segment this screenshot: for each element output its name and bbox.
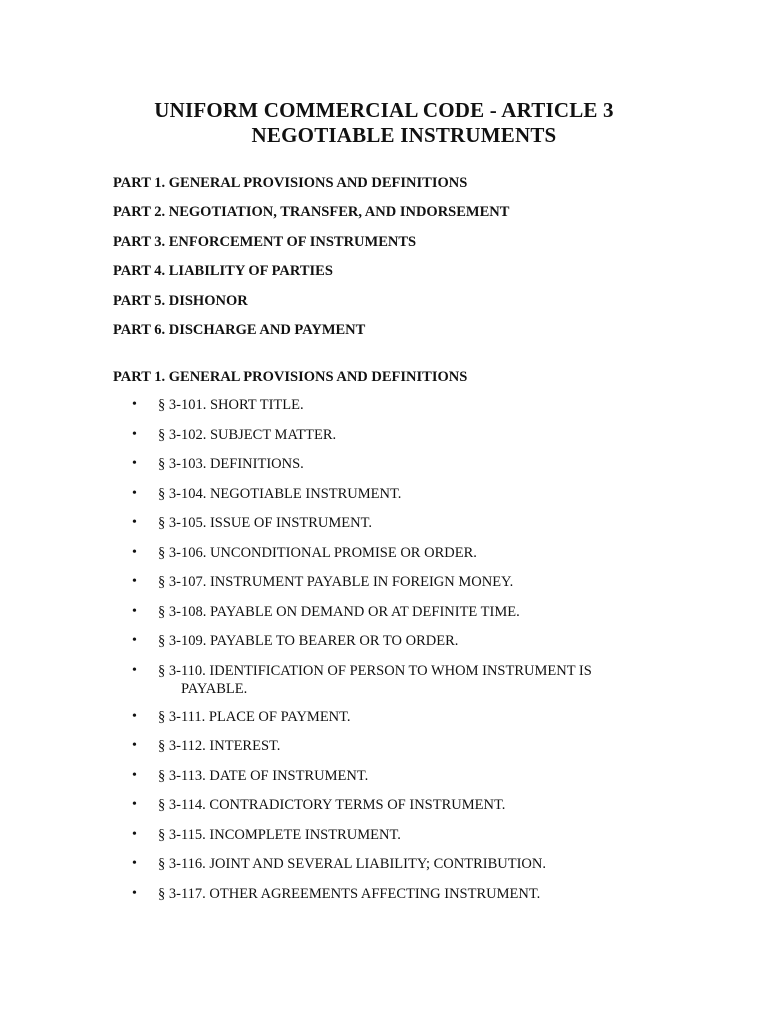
toc-item-part-3: PART 3. ENFORCEMENT OF INSTRUMENTS [113, 233, 417, 250]
bullet-glyph: • [132, 633, 137, 648]
bullet-glyph: • [132, 708, 137, 724]
section-3-110-line-2: PAYABLE. [181, 680, 248, 697]
bullet-glyph: • [132, 397, 137, 412]
list-item [0, 737, 768, 767]
section-3-108: § 3-108. PAYABLE ON DEMAND OR AT DEFINITE TIME. [158, 603, 520, 620]
bullet-glyph: • [132, 662, 137, 678]
list-item [0, 796, 768, 826]
section-3-102: § 3-102. SUBJECT MATTER. [158, 426, 337, 443]
list-item [0, 544, 768, 574]
list-item [0, 573, 768, 603]
bullet-glyph: • [132, 885, 137, 901]
section-3-109: § 3-109. PAYABLE TO BEARER OR TO ORDER. [158, 633, 459, 649]
section-3-112: § 3-112. INTEREST. [158, 738, 281, 754]
toc-item-part-6: PART 6. DISCHARGE AND PAYMENT [113, 321, 366, 338]
document-title-line-2: NEGOTIABLE INSTRUMENTS [251, 123, 557, 147]
section-3-117: § 3-117. OTHER AGREEMENTS AFFECTING INSTRUMENT. [158, 885, 541, 902]
list-item [0, 855, 768, 885]
table-of-contents [113, 173, 509, 349]
list-item [0, 662, 768, 708]
section-3-107: § 3-107. INSTRUMENT PAYABLE IN FOREIGN MONEY. [158, 574, 514, 590]
list-item [0, 632, 768, 662]
list-item [0, 708, 768, 738]
section-3-103: § 3-103. DEFINITIONS. [158, 456, 304, 472]
list-item [0, 514, 768, 544]
bullet-glyph: • [132, 856, 137, 871]
section-3-115: § 3-115. INCOMPLETE INSTRUMENT. [158, 826, 401, 843]
section-3-110-line-1: § 3-110. IDENTIFICATION OF PERSON TO WHOM INSTRUMENT IS [158, 662, 592, 679]
section-3-105: § 3-105. ISSUE OF INSTRUMENT. [158, 515, 373, 531]
bullet-glyph: • [132, 767, 137, 783]
bullet-glyph: • [132, 603, 137, 619]
list-item [0, 396, 768, 426]
list-item [0, 767, 768, 797]
bullet-glyph: • [132, 574, 137, 589]
section-3-113: § 3-113. DATE OF INSTRUMENT. [158, 767, 369, 784]
section-3-106: § 3-106. UNCONDITIONAL PROMISE OR ORDER. [158, 544, 477, 561]
section-3-114: § 3-114. CONTRADICTORY TERMS OF INSTRUMENT. [158, 797, 506, 813]
part-1-section-list [0, 396, 768, 914]
toc-item-part-4: PART 4. LIABILITY OF PARTIES [113, 263, 333, 280]
section-3-116: § 3-116. JOINT AND SEVERAL LIABILITY; CONTRIBUTION. [158, 856, 546, 872]
list-item [0, 426, 768, 456]
bullet-glyph: • [132, 738, 137, 753]
toc-item-part-5: PART 5. DISHONOR [113, 292, 248, 309]
bullet-glyph: • [132, 544, 137, 560]
section-3-110 [158, 662, 628, 698]
list-item [0, 455, 768, 485]
bullet-glyph: • [132, 797, 137, 812]
list-item [0, 603, 768, 633]
bullet-glyph: • [132, 426, 137, 442]
list-item [0, 885, 768, 915]
list-item [0, 826, 768, 856]
section-3-101: § 3-101. SHORT TITLE. [158, 397, 304, 413]
toc-item-part-2: PART 2. NEGOTIATION, TRANSFER, AND INDORSEMENT [113, 204, 510, 221]
section-3-104: § 3-104. NEGOTIABLE INSTRUMENT. [158, 485, 402, 502]
bullet-glyph: • [132, 515, 137, 530]
section-3-111: § 3-111. PLACE OF PAYMENT. [158, 708, 351, 725]
bullet-glyph: • [132, 485, 137, 501]
toc-item-part-1: PART 1. GENERAL PROVISIONS AND DEFINITIONS [113, 175, 468, 191]
bullet-glyph: • [132, 456, 137, 471]
list-item [0, 485, 768, 515]
bullet-glyph: • [132, 826, 137, 842]
document-title-line-1: UNIFORM COMMERCIAL CODE - ARTICLE 3 [154, 98, 614, 122]
part-1-heading: PART 1. GENERAL PROVISIONS AND DEFINITIONS [113, 369, 468, 385]
